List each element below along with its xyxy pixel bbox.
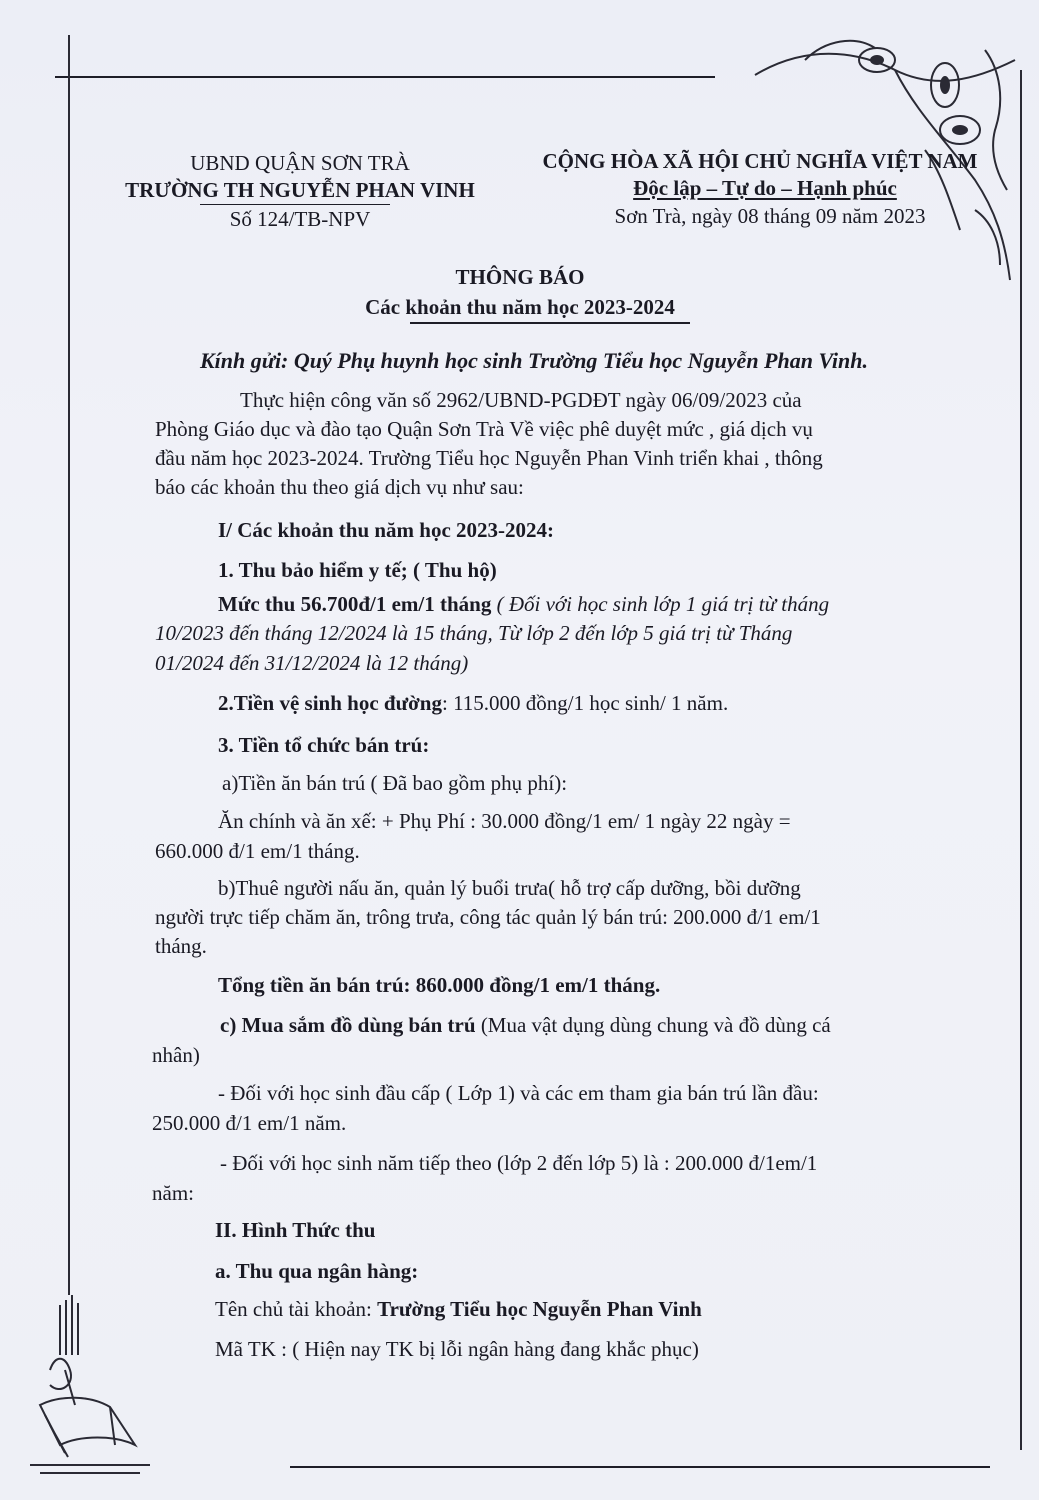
account-number-line: Mã TK : ( Hiện nay TK bị lỗi ngân hàng đang khắc phục) bbox=[215, 1337, 699, 1361]
item-3c-rest: (Mua vật dụng dùng chung và đồ dùng cá bbox=[475, 1013, 831, 1037]
item-3c-next-line-1: - Đối với học sinh năm tiếp theo (lớp 2 đến lớp 5) là : 200.000 đ/1em/1 bbox=[220, 1151, 818, 1175]
section-2a-heading: a. Thu qua ngân hàng: bbox=[215, 1259, 419, 1283]
greeting: Kính gửi: Quý Phụ huynh học sinh Trường Tiểu học Nguyễn Phan Vinh. bbox=[200, 348, 869, 373]
item-1-heading: 1. Thu bảo hiểm y tế; ( Thu hộ) bbox=[218, 558, 497, 582]
frame-left-line bbox=[68, 35, 70, 1295]
frame-top-line bbox=[55, 76, 715, 78]
header-left-school: TRƯỜNG TH NGUYỄN PHAN VINH bbox=[125, 178, 475, 202]
intro-line-3: đầu năm học 2023-2024. Trường Tiểu học Nguyễn Phan Vinh triển khai , thông bbox=[155, 446, 823, 470]
header-left-authority: UBND QUẬN SƠN TRÀ bbox=[190, 151, 410, 175]
intro-line-2: Phòng Giáo dục và đào tạo Quận Sơn Trà Về việc phê duyệt mức , giá dịch vụ bbox=[155, 417, 813, 441]
item-3c-first-line-2: 250.000 đ/1 em/1 năm. bbox=[152, 1111, 347, 1135]
item-2-label: 2.Tiền vệ sinh học đường bbox=[218, 691, 442, 715]
total-meal-fee: Tổng tiền ăn bán trú: 860.000 đồng/1 em/1 tháng. bbox=[218, 973, 661, 997]
page-subtitle: Các khoản thu năm học 2023-2024 bbox=[365, 295, 675, 319]
header-right-nation: CỘNG HÒA XÃ HỘI CHỦ NGHĨA VIỆT NAM bbox=[542, 149, 978, 173]
account-name-value: Trường Tiểu học Nguyễn Phan Vinh bbox=[377, 1297, 702, 1321]
item-3a-heading: a)Tiền ăn bán trú ( Đã bao gồm phụ phí): bbox=[222, 771, 568, 795]
subtitle-underline bbox=[410, 322, 690, 324]
item-3a-line-2: 660.000 đ/1 em/1 tháng. bbox=[155, 839, 360, 863]
item-1-note-1: ( Đối với học sinh lớp 1 giá trị từ tháng bbox=[496, 592, 830, 616]
frame-bottom-line bbox=[290, 1466, 990, 1468]
intro-line-4: báo các khoản thu theo giá dịch vụ như sau: bbox=[155, 475, 524, 499]
header-left-underline bbox=[200, 204, 390, 205]
account-name-label: Tên chủ tài khoản: bbox=[215, 1297, 378, 1321]
header-right-date: Sơn Trà, ngày 08 tháng 09 năm 2023 bbox=[614, 204, 926, 228]
book-flower-ornament-icon bbox=[20, 1295, 160, 1485]
item-3a-line-1: Ăn chính và ăn xế: + Phụ Phí : 30.000 đồng/1 em/ 1 ngày 22 ngày = bbox=[218, 809, 791, 833]
header-left-doc-number: Số 124/TB-NPV bbox=[229, 207, 371, 231]
item-3-heading: 3. Tiền tổ chức bán trú: bbox=[218, 733, 430, 757]
item-3c-first-line-1: - Đối với học sinh đầu cấp ( Lớp 1) và các em tham gia bán trú lần đầu: bbox=[218, 1081, 819, 1105]
item-3b-line-2: người trực tiếp chăm ăn, trông trưa, công tác quản lý bán trú: 200.000 đ/1 em/1 bbox=[155, 905, 821, 929]
item-3c-line-1 bbox=[220, 1010, 831, 1040]
item-1-rate-line bbox=[218, 589, 829, 619]
item-3c-line-2: nhân) bbox=[152, 1043, 200, 1067]
item-1-rate: Mức thu 56.700đ/1 em/1 tháng bbox=[218, 592, 492, 616]
item-1-note-2: 10/2023 đến tháng 12/2024 là 15 tháng, Từ lớp 2 đến lớp 5 giá trị từ Tháng bbox=[155, 621, 793, 645]
item-1-note-3: 01/2024 đến 31/12/2024 là 12 tháng) bbox=[155, 651, 469, 675]
item-3c-next-line-2: năm: bbox=[152, 1181, 194, 1205]
section-1-heading: I/ Các khoản thu năm học 2023-2024: bbox=[218, 518, 555, 542]
section-2-heading: II. Hình Thức thu bbox=[215, 1218, 376, 1242]
item-3b-line-1: b)Thuê người nấu ăn, quản lý buổi trưa( hỗ trợ cấp dưỡng, bồi dưỡng bbox=[218, 876, 801, 900]
page-title: THÔNG BÁO bbox=[455, 265, 585, 289]
item-2-value: : 115.000 đồng/1 học sinh/ 1 năm. bbox=[442, 691, 729, 715]
intro-line-1: Thực hiện công văn số 2962/UBND-PGDĐT ngày 06/09/2023 của bbox=[240, 388, 802, 412]
header-right-motto: Độc lập – Tự do – Hạnh phúc bbox=[633, 176, 897, 200]
item-3c-label: c) Mua sắm đồ dùng bán trú bbox=[220, 1013, 476, 1037]
account-name-line bbox=[215, 1294, 702, 1324]
item-2-line bbox=[218, 688, 728, 718]
item-3b-line-3: tháng. bbox=[155, 934, 207, 958]
